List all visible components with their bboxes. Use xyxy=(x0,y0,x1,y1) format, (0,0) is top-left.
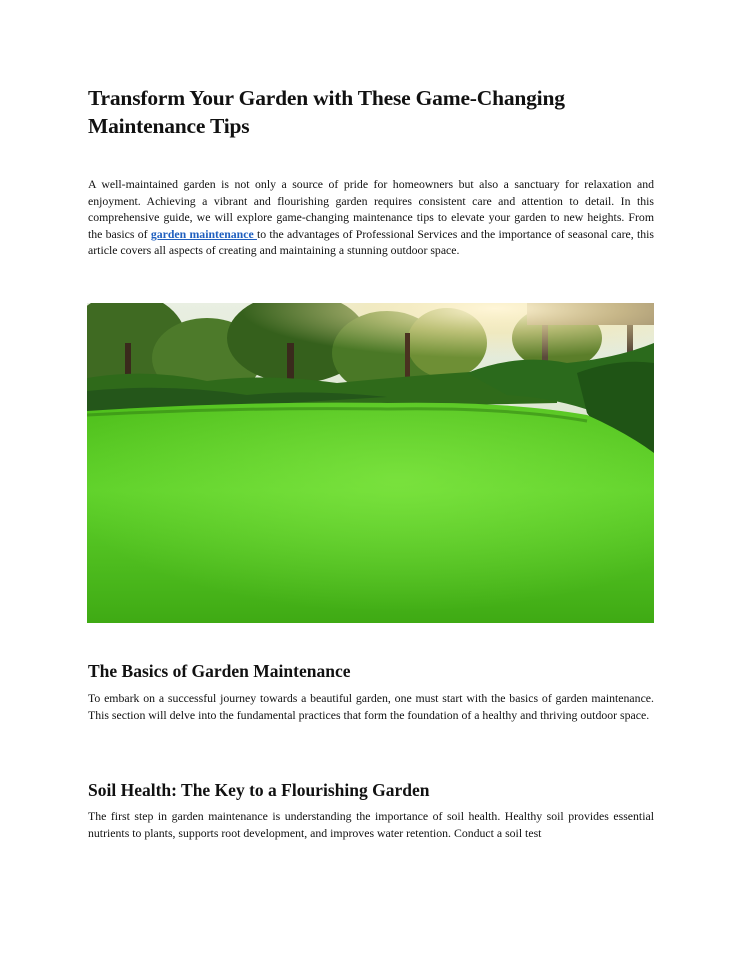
intro-text-after-link: to the advantages of Professional Services and the importance of seasonal care, this article covers all aspects of creating and maintaining a stunning outdoor space. xyxy=(88,226,654,258)
intro-paragraph xyxy=(88,176,654,259)
garden-lawn-photo xyxy=(87,303,654,623)
garden-maintenance-link[interactable]: garden maintenance xyxy=(150,226,257,241)
section-heading-soil-health: Soil Health: The Key to a Flourishing Garden xyxy=(88,780,430,800)
intro-text-before-link: A well-maintained garden is not only a source of pride for homeowners but also a sanctuary for relaxation and enjoyment. Achieving a vibrant and flourishing garden requires consistent care and attention to detail. In this comprehensive guide, we will explore game-changing maintenance tips to elevate your garden to new heights. From the basics of xyxy=(88,177,654,241)
section-body-basics: To embark on a successful journey towards a beautiful garden, one must start with the basics of garden maintenance. This section will delve into the fundamental practices that form the foundation of a healthy and thriving outdoor space. xyxy=(88,691,654,722)
section-heading-basics: The Basics of Garden Maintenance xyxy=(88,661,351,681)
section-body-soil-health: The first step in garden maintenance is understanding the importance of soil health. Healthy soil provides essential nutrients to plants, supports root development, and improves water retention. Conduct a soil test xyxy=(88,809,654,840)
page-title: Transform Your Garden with These Game-Changing Maintenance Tips xyxy=(88,86,565,138)
